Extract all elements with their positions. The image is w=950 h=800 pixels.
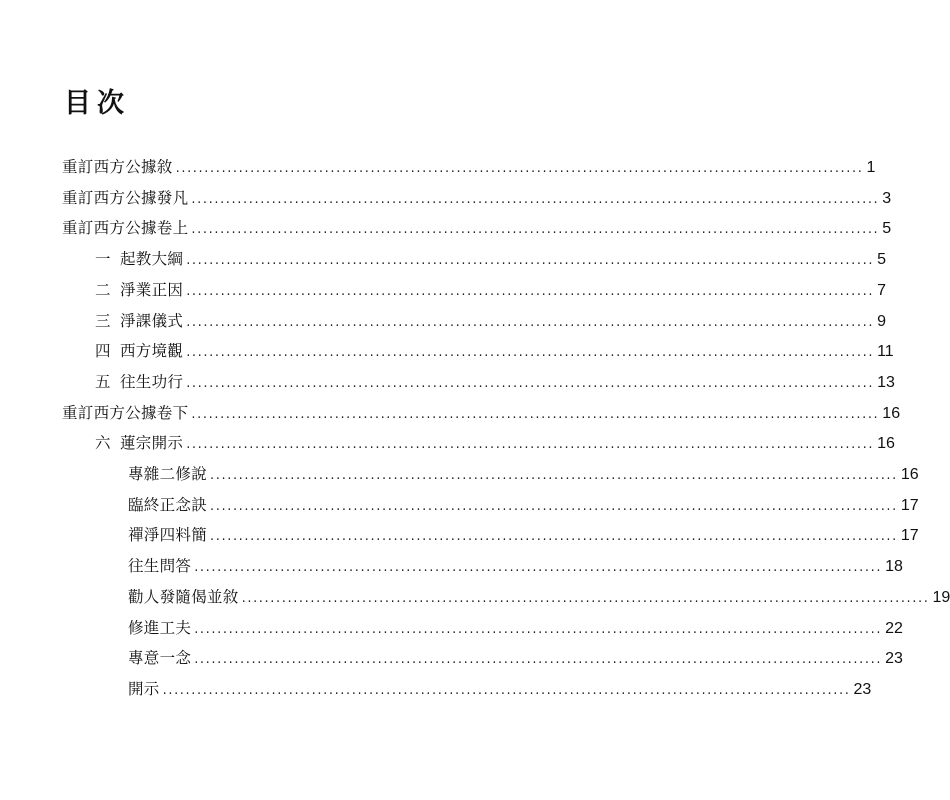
toc-entry-label: 重訂西方公據發凡 bbox=[62, 189, 189, 207]
toc-entry[interactable] bbox=[62, 152, 876, 182]
toc-page-number: 17 bbox=[900, 497, 919, 514]
toc-page-number: 3 bbox=[882, 190, 892, 207]
dot-leader: ........................................................................................................................ bbox=[241, 591, 930, 606]
toc-entry-number: 四 bbox=[95, 342, 111, 360]
toc-entry-label: 臨終正念訣 bbox=[128, 496, 208, 514]
toc-entry[interactable] bbox=[95, 367, 895, 397]
toc-entry[interactable] bbox=[62, 183, 892, 213]
dot-leader: ........................................................................................................................ bbox=[162, 683, 851, 698]
toc-entry-label: 重訂西方公據卷上 bbox=[62, 219, 189, 237]
toc-page-number: 5 bbox=[877, 251, 886, 268]
toc-entry[interactable] bbox=[95, 244, 886, 274]
toc-entry-label: 專意一念 bbox=[128, 649, 192, 667]
toc-page-number: 23 bbox=[853, 681, 872, 698]
toc-entry-label: 勸人發隨偈並敘 bbox=[128, 588, 239, 606]
dot-leader: ........................................................................................................................ bbox=[210, 468, 898, 483]
toc-entry-number: 三 bbox=[95, 312, 111, 330]
toc-entry-number: 六 bbox=[95, 434, 111, 452]
dot-leader: ........................................................................................................................ bbox=[191, 222, 880, 237]
toc-page-number: 22 bbox=[885, 620, 903, 637]
dot-leader: ........................................................................................................................ bbox=[186, 437, 875, 452]
toc-entry[interactable] bbox=[95, 336, 894, 366]
toc-page-number: 7 bbox=[877, 282, 886, 299]
toc-page-number: 1 bbox=[866, 159, 876, 176]
toc-entry[interactable] bbox=[128, 643, 903, 673]
toc-entry[interactable] bbox=[95, 275, 886, 305]
toc-page-number: 16 bbox=[882, 405, 901, 422]
dot-leader: ........................................................................................................................ bbox=[210, 499, 898, 514]
toc-page-number: 13 bbox=[877, 374, 895, 391]
dot-leader: ........................................................................................................................ bbox=[194, 560, 883, 575]
dot-leader: ........................................................................................................................ bbox=[186, 345, 875, 360]
dot-leader: ........................................................................................................................ bbox=[191, 407, 880, 422]
toc-entry-label: 起教大綱 bbox=[120, 250, 184, 268]
dot-leader: ........................................................................................................................ bbox=[186, 376, 875, 391]
dot-leader: ........................................................................................................................ bbox=[186, 253, 875, 268]
dot-leader: ........................................................................................................................ bbox=[186, 284, 875, 299]
dot-leader: ........................................................................................................................ bbox=[194, 652, 883, 667]
toc-page-number: 17 bbox=[900, 527, 919, 544]
toc-entry-label: 往生功行 bbox=[120, 373, 184, 391]
dot-leader: ........................................................................................................................ bbox=[175, 161, 864, 176]
toc-entry-label: 修進工夫 bbox=[128, 619, 192, 637]
toc-page-number: 11 bbox=[877, 343, 894, 360]
toc-entry[interactable] bbox=[62, 398, 901, 428]
toc-entry-number: 一 bbox=[95, 250, 111, 268]
page-title: 目次 bbox=[64, 88, 130, 119]
toc-entry[interactable] bbox=[62, 213, 892, 243]
toc-entry-label: 專雜二修說 bbox=[128, 465, 208, 483]
toc-entry-label: 往生問答 bbox=[128, 557, 192, 575]
toc-page-number: 16 bbox=[877, 435, 895, 452]
dot-leader: ........................................................................................................................ bbox=[210, 529, 898, 544]
toc-entry[interactable] bbox=[128, 674, 872, 704]
toc-entry[interactable] bbox=[128, 582, 950, 612]
toc-page-number: 23 bbox=[885, 650, 903, 667]
toc-entry-label: 淨業正因 bbox=[120, 281, 184, 299]
toc-entry-label: 西方境觀 bbox=[120, 342, 184, 360]
toc-entry[interactable] bbox=[128, 520, 919, 550]
toc-page-number: 18 bbox=[885, 558, 903, 575]
toc-entry-label: 禪淨四料簡 bbox=[128, 526, 208, 544]
toc-entry[interactable] bbox=[128, 551, 903, 581]
dot-leader: ........................................................................................................................ bbox=[191, 192, 880, 207]
dot-leader: ........................................................................................................................ bbox=[194, 622, 883, 637]
toc-page-number: 9 bbox=[877, 313, 886, 330]
toc-entry[interactable] bbox=[95, 428, 895, 458]
toc-page-number: 5 bbox=[882, 220, 892, 237]
toc-entry-label: 重訂西方公據敘 bbox=[62, 158, 173, 176]
toc-entry[interactable] bbox=[128, 613, 903, 643]
toc-entry[interactable] bbox=[95, 306, 886, 336]
dot-leader: ........................................................................................................................ bbox=[186, 315, 875, 330]
toc-entry-label: 淨課儀式 bbox=[120, 312, 184, 330]
toc-page-number: 16 bbox=[900, 466, 919, 483]
toc-entry[interactable] bbox=[128, 490, 919, 520]
toc-entry-label: 重訂西方公據卷下 bbox=[62, 404, 189, 422]
toc-entry-number: 五 bbox=[95, 373, 111, 391]
toc-page-number: 19 bbox=[932, 589, 950, 606]
toc-entry-number: 二 bbox=[95, 281, 111, 299]
toc-entry-label: 開示 bbox=[128, 680, 160, 698]
toc-entry-label: 蓮宗開示 bbox=[120, 434, 184, 452]
toc-entry[interactable] bbox=[128, 459, 919, 489]
